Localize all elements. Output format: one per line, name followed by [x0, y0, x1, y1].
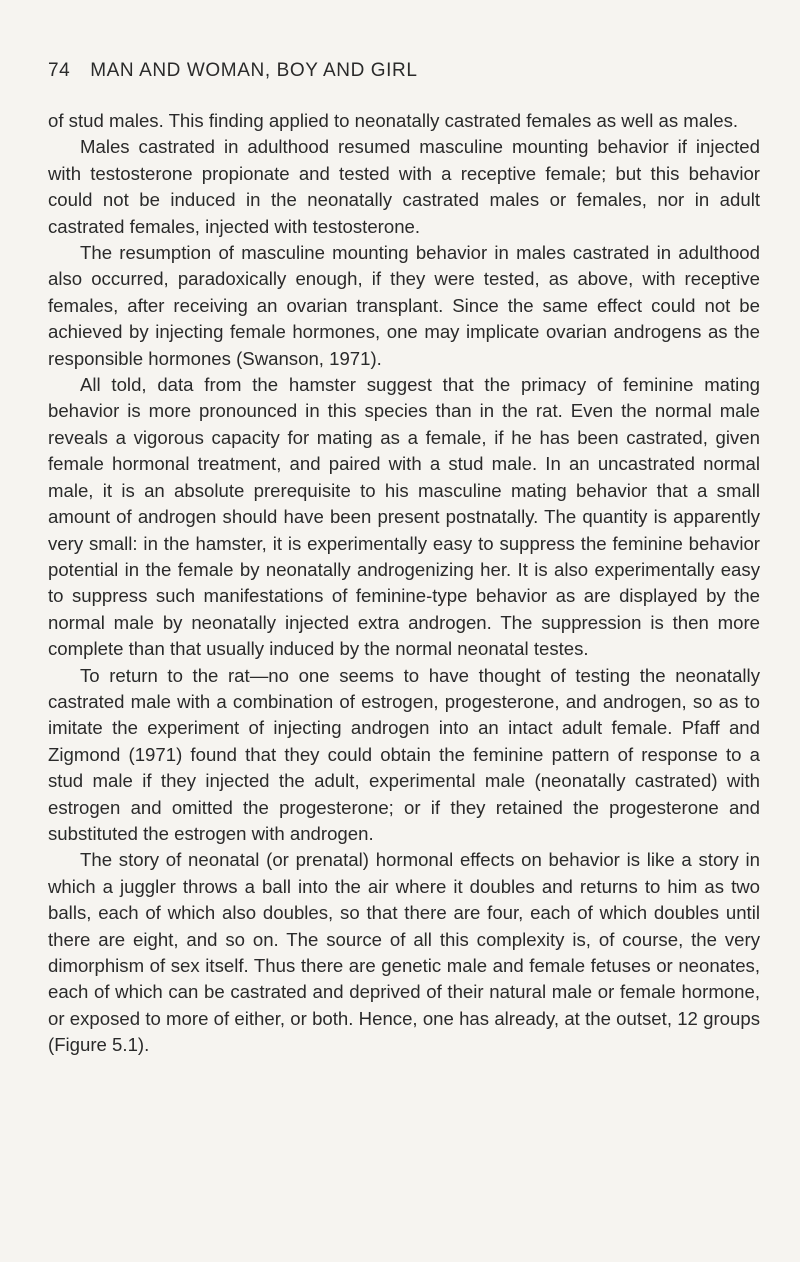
- paragraph: All told, data from the hamster suggest that the primacy of feminine mating behavior is more pronounced in this species than in the rat. Even the normal male reveals a vigorous capacity for mating as a female, if he has been castrated, given female hormonal treatment, and paired with a stud male. In an uncastrated normal male, it is an absolute prerequisite to his masculine mating behavior that a small amount of androgen should have been present postnatally. The quantity is apparently very small: in the hamster, it is experimentally easy to suppress the feminine behavior potential in the female by neonatally androgenizing her. It is also experimentally easy to suppress such manifestations of feminine-type behavior as are displayed by the normal male by neonatally injected extra androgen. The suppression is then more complete than that usually induced by the normal neonatal testes.: [48, 374, 760, 660]
- paragraph-continuation: of stud males. This finding applied to neonatally castrated females as well as males.: [48, 110, 739, 131]
- paragraph: The resumption of masculine mounting behavior in males castrated in adulthood also occurred, paradoxically enough, if they were tested, as above, with receptive females, after receiving an ovarian transplant. Since the same effect could not be achieved by injecting female hormones, one may implicate ovarian androgens as the responsible hormones (Swanson, 1971).: [48, 242, 760, 369]
- page-number: 74: [48, 60, 71, 81]
- body-text: [48, 108, 760, 1059]
- running-header: [48, 60, 418, 82]
- paragraph: Males castrated in adulthood resumed masculine mounting behavior if injected with testosterone propionate and tested with a receptive female; but this behavior could not be induced in the neonatally castrated males or females, nor in adult castrated females, injected with testosterone.: [48, 136, 760, 237]
- running-title: MAN AND WOMAN, BOY AND GIRL: [90, 60, 418, 81]
- paragraph: To return to the rat—no one seems to have thought of testing the neonatally castrated male with a combination of estrogen, progesterone, and androgen, so as to imitate the experiment of injecting androgen into an intact adult female. Pfaff and Zigmond (1971) found that they could obtain the feminine pattern of response to a stud male if they injected the adult, experimental male (neonatally castrated) with estrogen and omitted the progesterone; or if they retained the progesterone and substituted the estrogen with androgen.: [48, 664, 760, 844]
- paragraph: The story of neonatal (or prenatal) hormonal effects on behavior is like a story in which a juggler throws a ball into the air where it doubles and returns to him as two balls, each of which also doubles, so that there are four, each of which doubles until there are eight, and so on. The source of all this complexity is, of course, the very dimorphism of sex itself. Thus there are genetic male and female fetuses or neonates, each of which can be castrated and deprived of their natural male or female hormone, or exposed to more of either, or both. Hence, one has already, at the outset, 12 groups (Figure 5.1).: [48, 849, 760, 1056]
